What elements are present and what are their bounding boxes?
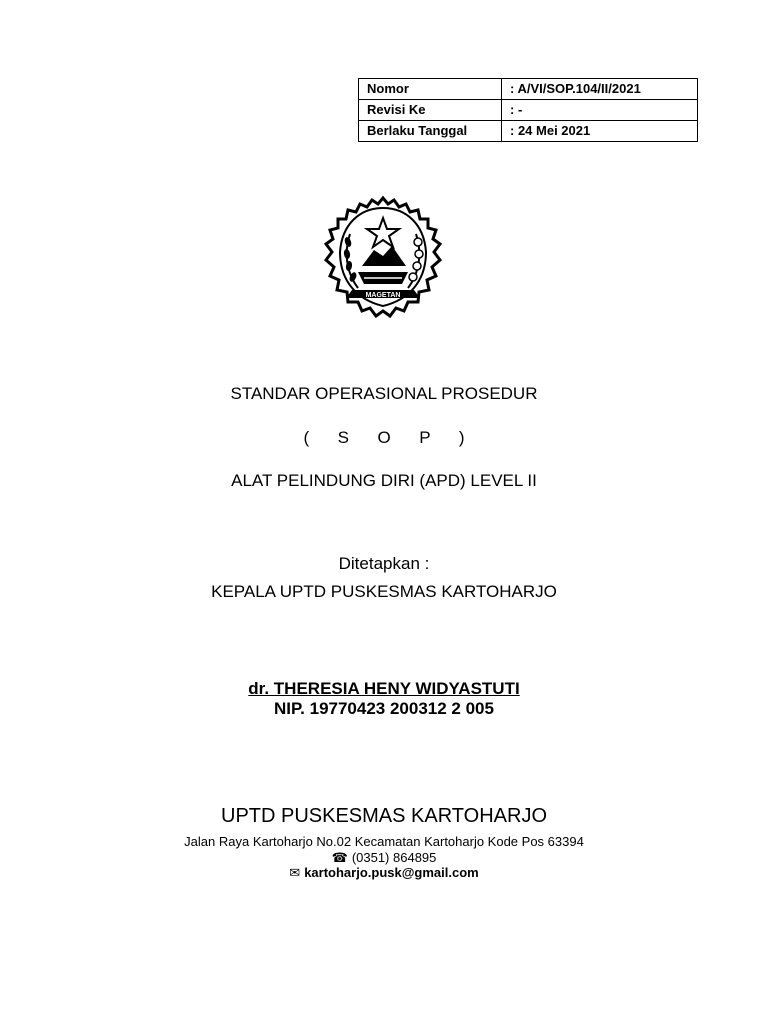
footer-phone: (0351) 864895: [351, 850, 437, 865]
meta-row-berlaku: [359, 121, 698, 142]
magetan-coat-of-arms-logo: [316, 194, 450, 330]
meta-key: Revisi Ke: [359, 100, 502, 121]
meta-value: : A/VI/SOP.104/II/2021: [502, 79, 698, 100]
title-line-3: ALAT PELINDUNG DIRI (APD) LEVEL II: [231, 471, 537, 490]
envelope-icon: ✉: [289, 865, 301, 880]
footer-email: kartoharjo.pusk@gmail.com: [304, 865, 479, 880]
meta-row-nomor: [359, 79, 698, 100]
footer-address: Jalan Raya Kartoharjo No.02 Kecamatan Kartoharjo Kode Pos 63394: [184, 834, 584, 849]
meta-row-revisi: [359, 100, 698, 121]
signatory-name: dr. THERESIA HENY WIDYASTUTI: [248, 679, 520, 698]
meta-key: Berlaku Tanggal: [359, 121, 502, 142]
meta-value: : 24 Mei 2021: [502, 121, 698, 142]
approval-position: KEPALA UPTD PUSKESMAS KARTOHARJO: [211, 582, 557, 601]
footer-email-line: [0, 865, 768, 881]
approval-label: Ditetapkan :: [338, 554, 430, 573]
meta-key: Nomor: [359, 79, 502, 100]
document-meta-table: [358, 78, 698, 142]
title-line-1: STANDAR OPERASIONAL PROSEDUR: [230, 384, 538, 403]
signatory-nip: NIP. 19770423 200312 2 005: [274, 699, 494, 718]
title-line-2: ( S O P ): [303, 428, 477, 447]
footer-org-name: UPTD PUSKESMAS KARTOHARJO: [221, 805, 547, 827]
meta-value: : -: [502, 100, 698, 121]
footer-phone-line: [0, 850, 768, 866]
phone-icon: ☎: [331, 850, 348, 865]
logo-banner-text: MAGETAN: [365, 292, 401, 299]
